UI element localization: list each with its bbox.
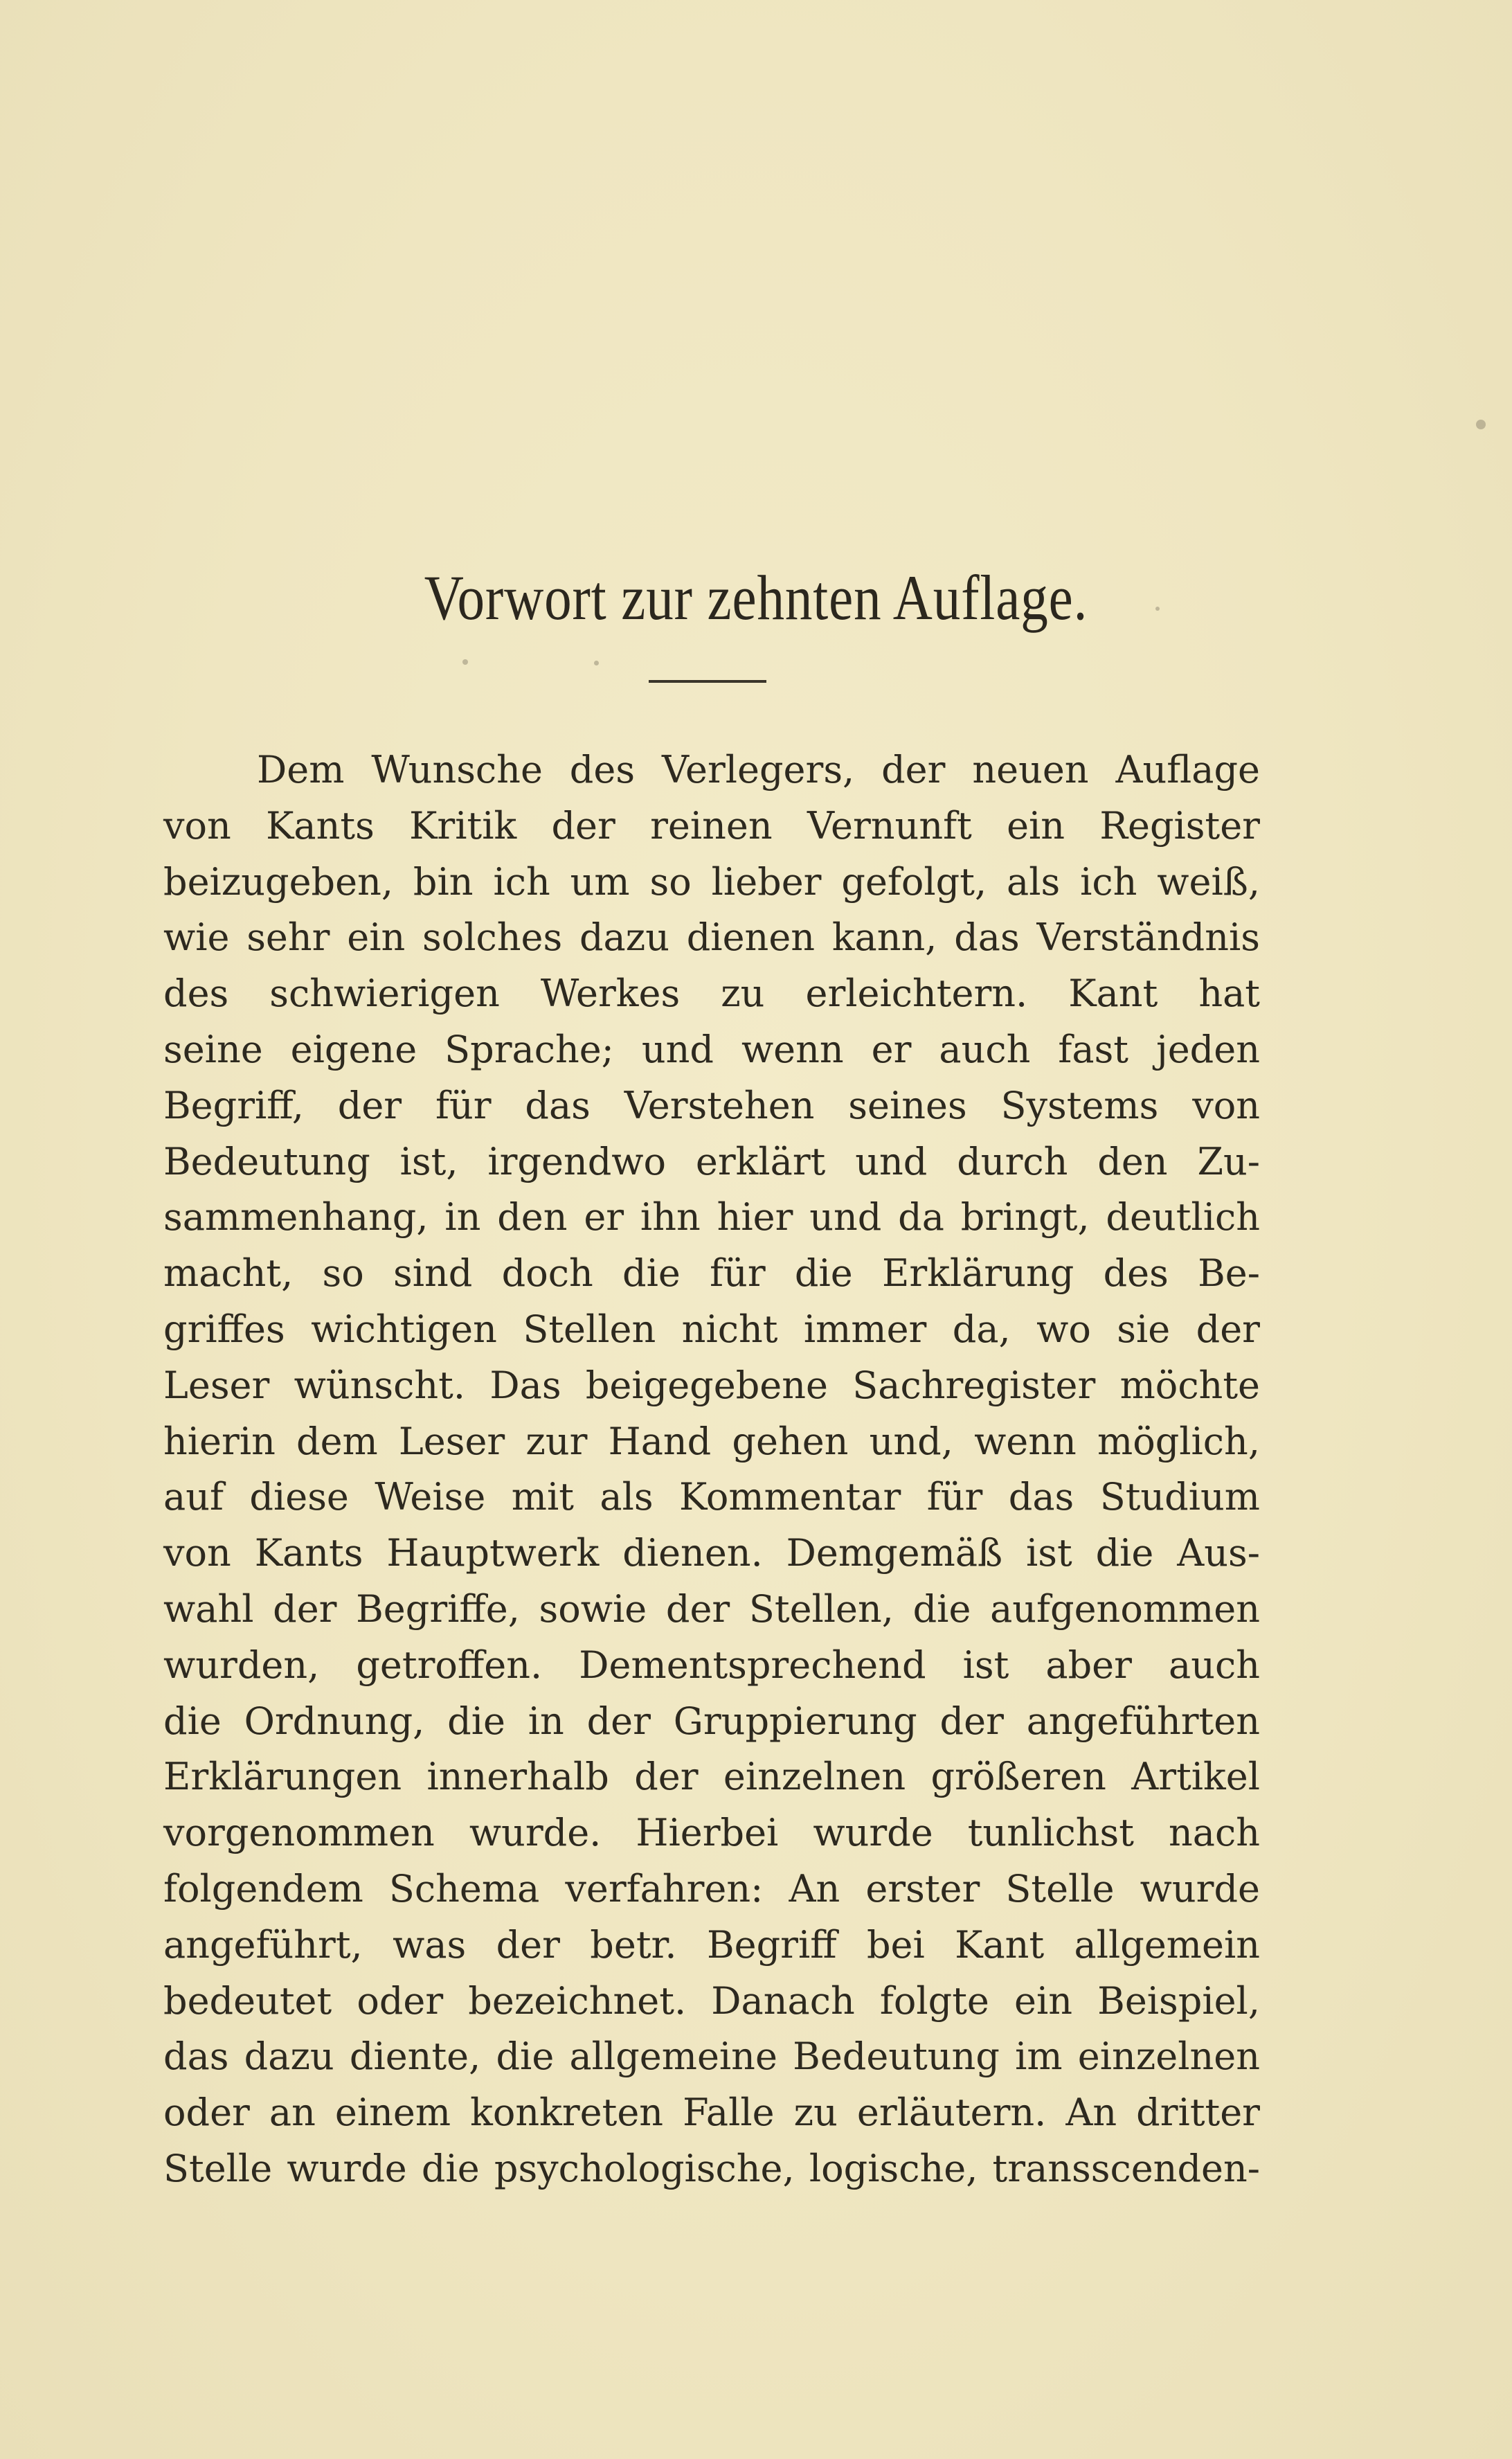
text-line: von Kants Hauptwerk dienen. Demgemäß ist die Aus-: [163, 1531, 1260, 1575]
paper-speck: [1155, 607, 1160, 611]
paper-speck: [1476, 420, 1486, 429]
text-line: das dazu diente, die allgemeine Bedeutung im einzelnen: [163, 2035, 1260, 2079]
text-line: wahl der Begriffe, sowie der Stellen, die aufgenommen: [163, 1586, 1260, 1631]
text-line: Dem Wunsche des Verlegers, der neuen Auflage: [257, 748, 1260, 792]
text-line: die Ordnung, die in der Gruppierung der angeführten: [163, 1699, 1260, 1743]
paper-speck: [462, 659, 468, 665]
text-line: Bedeutung ist, irgendwo erklärt und durch den Zu-: [163, 1139, 1260, 1183]
text-line: macht, so sind doch die für die Erklärung des Be-: [163, 1251, 1260, 1296]
text-line: Leser wünscht. Das beigegebene Sachregister möchte: [163, 1363, 1260, 1407]
text-line: griffes wichtigen Stellen nicht immer da, wo sie der: [163, 1307, 1260, 1351]
title-divider-rule: [649, 680, 766, 683]
text-line: von Kants Kritik der reinen Vernunft ein Register: [163, 803, 1260, 848]
text-line: sammenhang, in den er ihn hier und da bringt, deutlich: [163, 1195, 1260, 1240]
text-line: Erklärungen innerhalb der einzelnen größeren Artikel: [163, 1755, 1260, 1799]
text-line: oder an einem konkreten Falle zu erläutern. An dritter: [163, 2091, 1260, 2135]
text-line: folgendem Schema verfahren: An erster Stelle wurde: [163, 1866, 1260, 1911]
text-line: beizugeben, bin ich um so lieber gefolgt, als ich weiß,: [163, 859, 1260, 904]
paper-speck: [594, 661, 599, 665]
text-line: seine eigene Sprache; und wenn er auch fast jeden: [163, 1027, 1260, 1071]
text-line: angeführt, was der betr. Begriff bei Kant allgemein: [163, 1922, 1260, 1967]
page-title: Vorwort zur zehnten Auflage.: [424, 562, 1088, 633]
text-line: hierin dem Leser zur Hand gehen und, wenn möglich,: [163, 1419, 1260, 1463]
text-line: Stelle wurde die psychologische, logische, transscenden-: [163, 2146, 1260, 2190]
text-line: auf diese Weise mit als Kommentar für das Studium: [163, 1475, 1260, 1519]
text-line: des schwierigen Werkes zu erleichtern. Kant hat: [163, 972, 1260, 1016]
text-line: wurden, getroffen. Dementsprechend ist aber auch: [163, 1643, 1260, 1687]
text-line: wie sehr ein solches dazu dienen kann, das Verständnis: [163, 915, 1260, 960]
text-line: Begriff, der für das Verstehen seines Systems von: [163, 1083, 1260, 1127]
text-line: vorgenommen wurde. Hierbei wurde tunlichst nach: [163, 1811, 1260, 1855]
preface-paragraph: [163, 742, 1260, 2197]
text-line: bedeutet oder bezeichnet. Danach folgte ein Beispiel,: [163, 1978, 1260, 2023]
